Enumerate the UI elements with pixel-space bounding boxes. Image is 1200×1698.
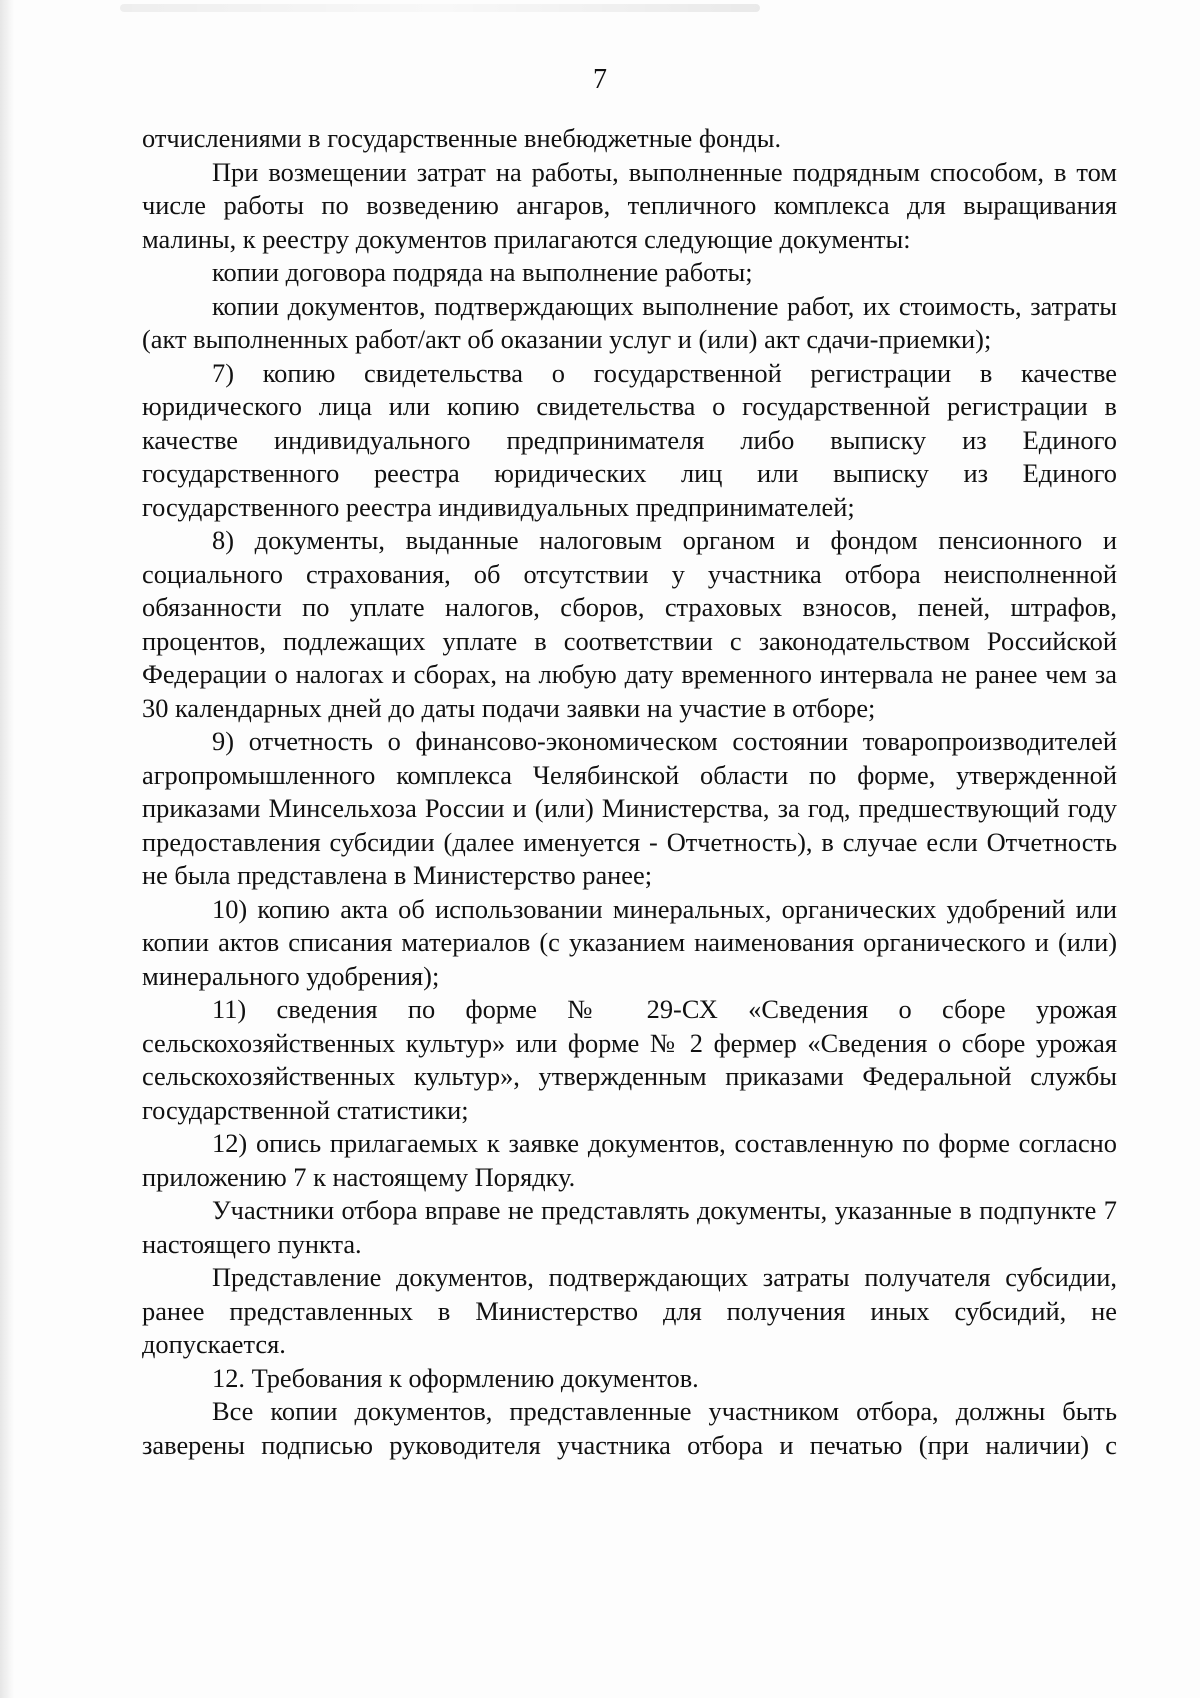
paragraph: Все копии документов, представленные участником отбора, должны быть заверены подписью руководителя участника отбора и печатью (при наличии) с [142, 1396, 1117, 1460]
paragraph: 10) копию акта об использовании минеральных, органических удобрений или копии актов списания материалов (с указанием наименования органического и (или) минерального удобрения); [142, 893, 1117, 991]
paragraph: 12. Требования к оформлению документов. [212, 1362, 699, 1393]
page-number: 7 [593, 64, 607, 95]
paragraph: отчислениями в государственные внебюджетные фонды. [142, 123, 782, 153]
document-body [142, 122, 1117, 1462]
paragraph: копии договора подряда на выполнение работы; [212, 257, 753, 287]
paragraph: 7) копию свидетельства о государственной регистрации в качестве юридического лица или копию свидетельства о государственной регистрации в качестве индивидуального предпринимателя либо выписку из Единого государственного реестра юридических лиц или выписку из Единого государственного реестра индивидуальных предпринимателей; [142, 357, 1117, 522]
paragraph: 9) отчетность о финансово-экономическом состоянии товаропроизводителей агропромышленного комплекса Челябинской области по форме, утвержденной приказами Минсельхоза России и (или) Министерства, за год, предшествующий году предоставления субсидии (далее именуется - Отчетность), в случае если Отчетность не была представлена в Министерство ранее; [142, 726, 1117, 890]
paragraph: 12) опись прилагаемых к заявке документов, составленную по форме согласно приложению 7 к настоящему Порядку. [142, 1128, 1117, 1192]
scan-smudge [120, 4, 760, 12]
paragraph: При возмещении затрат на работы, выполненные подрядным способом, в том числе работы по возведению ангаров, тепличного комплекса для выращивания малины, к реестру документов прилагаются следующие документы: [142, 156, 1117, 254]
paragraph: Представление документов, подтверждающих затраты получателя субсидии, ранее представленных в Министерство для получения иных субсидий, не допускается. [142, 1262, 1117, 1359]
scan-edge [0, 0, 14, 1698]
paragraph: 8) документы, выданные налоговым органом и фондом пенсионного и социального страхования, об отсутствии у участника отбора неисполненной обязанности по уплате налогов, сборов, страховых взносов, пеней, штрафов, процентов, подлежащих уплате в соответствии с законодательством Российской Федерации о налогах и сборах, на любую дату временного интервала не ранее чем за 30 календарных дней до даты подачи заявки на участие в отборе; [142, 525, 1117, 723]
paragraph: копии документов, подтверждающих выполнение работ, их стоимость, затраты (акт выполненных работ/акт об оказании услуг и (или) акт сдачи-приемки); [142, 290, 1117, 354]
paragraph: 11) сведения по форме № 29-СХ «Сведения о сборе урожая сельскохозяйственных культур» или форме № 2 фермер «Сведения о сборе урожая сельскохозяйственных культур», утвержденным приказами Федеральной службы государственной статистики; [142, 994, 1117, 1125]
paragraph: Участники отбора вправе не представлять документы, указанные в подпункте 7 настоящего пункта. [142, 1195, 1117, 1259]
